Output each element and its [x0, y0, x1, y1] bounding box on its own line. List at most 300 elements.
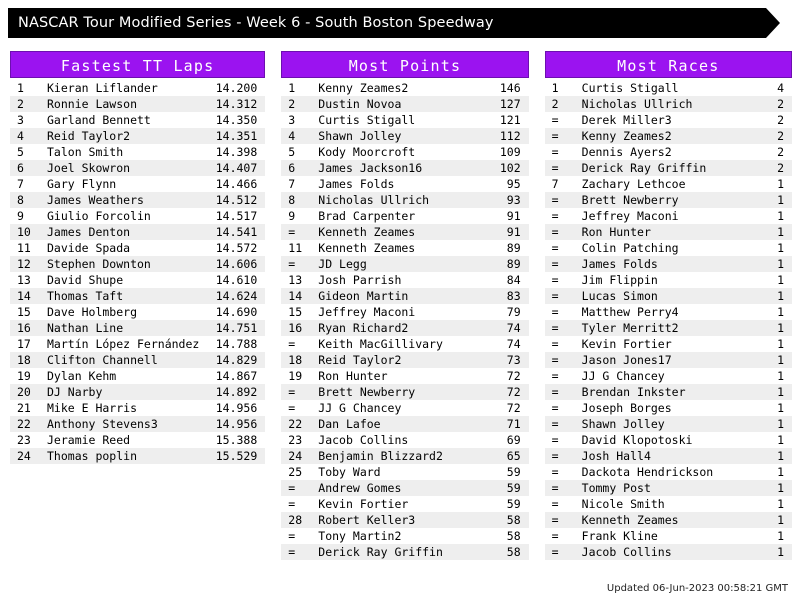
- table-row: [10, 192, 265, 208]
- row-driver-name: Garland Bennett: [41, 112, 207, 128]
- table-row: [545, 256, 792, 272]
- row-value: 14.867: [207, 368, 265, 384]
- row-driver-name: Kevin Fortier: [576, 336, 754, 352]
- row-rank: 9: [281, 208, 312, 224]
- row-driver-name: Giulio Forcolin: [41, 208, 207, 224]
- row-driver-name: Mike E Harris: [41, 400, 207, 416]
- row-driver-name: Brett Newberry: [576, 192, 754, 208]
- row-driver-name: Kody Moorcroft: [312, 144, 470, 160]
- row-value: 74: [471, 336, 529, 352]
- row-driver-name: Jeffrey Maconi: [312, 304, 470, 320]
- row-driver-name: Dustin Novoa: [312, 96, 470, 112]
- table-row: [10, 288, 265, 304]
- row-rank: =: [545, 224, 576, 240]
- updated-timestamp: Updated 06-Jun-2023 00:58:21 GMT: [606, 583, 788, 594]
- row-value: 1: [754, 496, 792, 512]
- table-row: [10, 144, 265, 160]
- row-rank: =: [281, 336, 312, 352]
- row-value: 14.512: [207, 192, 265, 208]
- row-rank: 4: [10, 128, 41, 144]
- row-driver-name: Dylan Kehm: [41, 368, 207, 384]
- table-row: [10, 176, 265, 192]
- row-value: 72: [471, 384, 529, 400]
- table-row: [545, 160, 792, 176]
- table-row: [545, 368, 792, 384]
- row-value: 1: [754, 256, 792, 272]
- row-rank: 4: [281, 128, 312, 144]
- table-row: [545, 320, 792, 336]
- row-driver-name: Shawn Jolley: [576, 416, 754, 432]
- row-rank: 15: [281, 304, 312, 320]
- row-driver-name: Dave Holmberg: [41, 304, 207, 320]
- table-row: [10, 224, 265, 240]
- row-rank: 1: [10, 80, 41, 96]
- row-driver-name: Nathan Line: [41, 320, 207, 336]
- table-row: [10, 352, 265, 368]
- row-rank: 17: [10, 336, 41, 352]
- table-row: [10, 368, 265, 384]
- row-value: 14.610: [207, 272, 265, 288]
- table-row: [281, 304, 528, 320]
- row-driver-name: Lucas Simon: [576, 288, 754, 304]
- row-rank: =: [545, 544, 576, 560]
- row-value: 14.351: [207, 128, 265, 144]
- row-driver-name: Shawn Jolley: [312, 128, 470, 144]
- row-rank: =: [545, 384, 576, 400]
- row-value: 14.200: [207, 80, 265, 96]
- row-driver-name: James Folds: [312, 176, 470, 192]
- row-value: 14.407: [207, 160, 265, 176]
- row-value: 14.788: [207, 336, 265, 352]
- row-driver-name: Robert Keller3: [312, 512, 470, 528]
- row-value: 4: [754, 80, 792, 96]
- row-driver-name: Brendan Inkster: [576, 384, 754, 400]
- row-value: 91: [471, 208, 529, 224]
- table-row: [10, 320, 265, 336]
- row-driver-name: David Klopotoski: [576, 432, 754, 448]
- page-title: NASCAR Tour Modified Series - Week 6 - South Boston Speedway: [18, 15, 494, 31]
- row-value: 14.624: [207, 288, 265, 304]
- table-row: [281, 208, 528, 224]
- row-rank: 11: [281, 240, 312, 256]
- row-driver-name: Dan Lafoe: [312, 416, 470, 432]
- row-value: 89: [471, 240, 529, 256]
- row-rank: 6: [10, 160, 41, 176]
- row-rank: 3: [10, 112, 41, 128]
- row-rank: 21: [10, 400, 41, 416]
- table-row: [545, 352, 792, 368]
- row-driver-name: Jeffrey Maconi: [576, 208, 754, 224]
- table-row: [10, 416, 265, 432]
- row-value: 14.892: [207, 384, 265, 400]
- table-row: [281, 400, 528, 416]
- row-rank: 23: [10, 432, 41, 448]
- row-rank: 7: [10, 176, 41, 192]
- column-title: Fastest TT Laps: [10, 51, 265, 78]
- row-rank: 18: [281, 352, 312, 368]
- row-rank: =: [545, 368, 576, 384]
- row-driver-name: Stephen Downton: [41, 256, 207, 272]
- row-rank: =: [545, 496, 576, 512]
- row-rank: 22: [10, 416, 41, 432]
- row-rank: 28: [281, 512, 312, 528]
- row-rank: 15: [10, 304, 41, 320]
- row-driver-name: Kieran Liflander: [41, 80, 207, 96]
- table-row: [10, 160, 265, 176]
- table-row: [545, 272, 792, 288]
- row-value: 146: [471, 80, 529, 96]
- row-driver-name: Kenneth Zeames: [576, 512, 754, 528]
- most-races-table: [545, 80, 792, 560]
- table-row: [281, 256, 528, 272]
- row-driver-name: Kenny Zeames2: [312, 80, 470, 96]
- row-value: 89: [471, 256, 529, 272]
- row-rank: 1: [545, 80, 576, 96]
- row-rank: =: [545, 128, 576, 144]
- row-value: 73: [471, 352, 529, 368]
- row-value: 14.751: [207, 320, 265, 336]
- table-row: [10, 96, 265, 112]
- row-rank: 16: [281, 320, 312, 336]
- row-value: 1: [754, 208, 792, 224]
- row-value: 2: [754, 112, 792, 128]
- row-value: 1: [754, 304, 792, 320]
- row-rank: 25: [281, 464, 312, 480]
- row-value: 1: [754, 176, 792, 192]
- row-rank: =: [545, 112, 576, 128]
- row-rank: 24: [281, 448, 312, 464]
- table-row: [10, 208, 265, 224]
- row-driver-name: Derick Ray Griffin: [312, 544, 470, 560]
- table-row: [281, 112, 528, 128]
- row-rank: 13: [281, 272, 312, 288]
- table-row: [10, 400, 265, 416]
- row-rank: =: [545, 256, 576, 272]
- row-value: 1: [754, 368, 792, 384]
- row-rank: =: [545, 320, 576, 336]
- table-row: [281, 80, 528, 96]
- table-row: [281, 320, 528, 336]
- row-value: 1: [754, 352, 792, 368]
- table-row: [281, 448, 528, 464]
- row-driver-name: Thomas Taft: [41, 288, 207, 304]
- row-value: 102: [471, 160, 529, 176]
- row-driver-name: James Jackson16: [312, 160, 470, 176]
- row-value: 59: [471, 480, 529, 496]
- row-driver-name: Josh Hall4: [576, 448, 754, 464]
- table-row: [281, 224, 528, 240]
- table-row: [281, 96, 528, 112]
- row-value: 1: [754, 384, 792, 400]
- row-rank: =: [545, 272, 576, 288]
- row-rank: 10: [10, 224, 41, 240]
- row-driver-name: Toby Ward: [312, 464, 470, 480]
- column-most-points: [281, 51, 528, 560]
- row-driver-name: Tyler Merritt2: [576, 320, 754, 336]
- row-value: 14.690: [207, 304, 265, 320]
- table-row: [281, 416, 528, 432]
- row-rank: 5: [281, 144, 312, 160]
- row-value: 112: [471, 128, 529, 144]
- row-value: 74: [471, 320, 529, 336]
- row-rank: 2: [10, 96, 41, 112]
- table-row: [281, 128, 528, 144]
- row-value: 14.466: [207, 176, 265, 192]
- row-rank: =: [545, 480, 576, 496]
- fastest-tt-laps-table: [10, 80, 265, 464]
- table-row: [281, 240, 528, 256]
- row-value: 83: [471, 288, 529, 304]
- row-driver-name: JJ G Chancey: [312, 400, 470, 416]
- table-row: [545, 496, 792, 512]
- row-value: 1: [754, 224, 792, 240]
- table-row: [545, 112, 792, 128]
- table-row: [281, 512, 528, 528]
- row-value: 14.956: [207, 416, 265, 432]
- row-driver-name: Ryan Richard2: [312, 320, 470, 336]
- row-rank: 19: [281, 368, 312, 384]
- row-rank: =: [545, 432, 576, 448]
- table-row: [281, 160, 528, 176]
- table-row: [10, 336, 265, 352]
- row-driver-name: Zachary Lethcoe: [576, 176, 754, 192]
- row-rank: 18: [10, 352, 41, 368]
- table-row: [281, 480, 528, 496]
- row-driver-name: Tommy Post: [576, 480, 754, 496]
- row-rank: 11: [10, 240, 41, 256]
- row-driver-name: Clifton Channell: [41, 352, 207, 368]
- row-value: 1: [754, 400, 792, 416]
- row-rank: =: [545, 400, 576, 416]
- row-driver-name: Curtis Stigall: [576, 80, 754, 96]
- row-rank: 2: [281, 96, 312, 112]
- row-value: 2: [754, 144, 792, 160]
- row-rank: 16: [10, 320, 41, 336]
- row-rank: =: [545, 352, 576, 368]
- table-row: [281, 272, 528, 288]
- row-rank: 24: [10, 448, 41, 464]
- row-value: 15.529: [207, 448, 265, 464]
- row-value: 2: [754, 128, 792, 144]
- row-value: 14.541: [207, 224, 265, 240]
- row-rank: =: [545, 192, 576, 208]
- row-rank: 13: [10, 272, 41, 288]
- row-value: 91: [471, 224, 529, 240]
- table-row: [281, 496, 528, 512]
- row-rank: =: [545, 144, 576, 160]
- table-row: [545, 304, 792, 320]
- table-row: [10, 384, 265, 400]
- row-value: 59: [471, 496, 529, 512]
- row-driver-name: James Denton: [41, 224, 207, 240]
- row-rank: 7: [545, 176, 576, 192]
- row-driver-name: Brett Newberry: [312, 384, 470, 400]
- row-value: 14.956: [207, 400, 265, 416]
- row-value: 109: [471, 144, 529, 160]
- row-rank: =: [281, 544, 312, 560]
- row-driver-name: Anthony Stevens3: [41, 416, 207, 432]
- row-rank: =: [281, 224, 312, 240]
- row-rank: 14: [281, 288, 312, 304]
- table-row: [281, 528, 528, 544]
- row-value: 2: [754, 160, 792, 176]
- row-driver-name: Nicholas Ullrich: [312, 192, 470, 208]
- table-row: [545, 544, 792, 560]
- table-row: [545, 240, 792, 256]
- row-value: 127: [471, 96, 529, 112]
- table-row: [545, 144, 792, 160]
- row-value: 72: [471, 368, 529, 384]
- row-value: 14.606: [207, 256, 265, 272]
- row-driver-name: Nicholas Ullrich: [576, 96, 754, 112]
- row-driver-name: Dennis Ayers2: [576, 144, 754, 160]
- row-driver-name: Martín López Fernández: [41, 336, 207, 352]
- table-row: [545, 208, 792, 224]
- table-row: [545, 224, 792, 240]
- row-driver-name: James Weathers: [41, 192, 207, 208]
- row-rank: =: [545, 512, 576, 528]
- row-value: 14.517: [207, 208, 265, 224]
- row-value: 71: [471, 416, 529, 432]
- table-row: [545, 336, 792, 352]
- row-driver-name: Ronnie Lawson: [41, 96, 207, 112]
- table-row: [545, 128, 792, 144]
- row-rank: =: [545, 240, 576, 256]
- row-rank: 6: [281, 160, 312, 176]
- table-row: [545, 480, 792, 496]
- table-row: [545, 288, 792, 304]
- row-rank: 1: [281, 80, 312, 96]
- row-rank: 12: [10, 256, 41, 272]
- row-value: 1: [754, 416, 792, 432]
- most-points-table: [281, 80, 528, 560]
- row-driver-name: Keith MacGillivary: [312, 336, 470, 352]
- row-value: 14.312: [207, 96, 265, 112]
- row-value: 58: [471, 528, 529, 544]
- row-value: 121: [471, 112, 529, 128]
- row-driver-name: Brad Carpenter: [312, 208, 470, 224]
- row-value: 59: [471, 464, 529, 480]
- row-value: 1: [754, 240, 792, 256]
- table-row: [545, 400, 792, 416]
- table-row: [281, 432, 528, 448]
- table-row: [281, 288, 528, 304]
- row-value: 1: [754, 544, 792, 560]
- row-value: 1: [754, 320, 792, 336]
- row-value: 72: [471, 400, 529, 416]
- row-value: 1: [754, 288, 792, 304]
- row-driver-name: Reid Taylor2: [312, 352, 470, 368]
- row-driver-name: Kenneth Zeames: [312, 240, 470, 256]
- row-rank: 2: [545, 96, 576, 112]
- table-row: [10, 112, 265, 128]
- row-value: 1: [754, 528, 792, 544]
- row-driver-name: Jacob Collins: [312, 432, 470, 448]
- row-rank: =: [545, 304, 576, 320]
- row-rank: =: [545, 416, 576, 432]
- table-row: [10, 432, 265, 448]
- row-rank: =: [281, 256, 312, 272]
- table-row: [10, 272, 265, 288]
- table-row: [10, 448, 265, 464]
- row-driver-name: Joel Skowron: [41, 160, 207, 176]
- row-driver-name: Jason Jones17: [576, 352, 754, 368]
- standings-columns: [8, 51, 792, 560]
- table-row: [10, 304, 265, 320]
- row-rank: 14: [10, 288, 41, 304]
- row-value: 1: [754, 336, 792, 352]
- row-driver-name: Ron Hunter: [312, 368, 470, 384]
- table-row: [545, 176, 792, 192]
- row-driver-name: Kenny Zeames2: [576, 128, 754, 144]
- row-driver-name: Tony Martin2: [312, 528, 470, 544]
- row-driver-name: Jim Flippin: [576, 272, 754, 288]
- table-row: [545, 384, 792, 400]
- table-row: [10, 240, 265, 256]
- row-driver-name: Josh Parrish: [312, 272, 470, 288]
- table-row: [545, 80, 792, 96]
- row-value: 1: [754, 480, 792, 496]
- table-row: [281, 384, 528, 400]
- column-title: Most Points: [281, 51, 528, 78]
- row-value: 1: [754, 464, 792, 480]
- row-rank: =: [545, 208, 576, 224]
- row-rank: 7: [281, 176, 312, 192]
- row-value: 58: [471, 512, 529, 528]
- row-value: 1: [754, 192, 792, 208]
- row-driver-name: Frank Kline: [576, 528, 754, 544]
- row-driver-name: Reid Taylor2: [41, 128, 207, 144]
- row-driver-name: Curtis Stigall: [312, 112, 470, 128]
- row-rank: 5: [10, 144, 41, 160]
- row-driver-name: JD Legg: [312, 256, 470, 272]
- row-value: 1: [754, 512, 792, 528]
- row-driver-name: Jeramie Reed: [41, 432, 207, 448]
- row-driver-name: JJ G Chancey: [576, 368, 754, 384]
- row-value: 14.350: [207, 112, 265, 128]
- row-rank: =: [281, 400, 312, 416]
- table-row: [281, 144, 528, 160]
- table-row: [545, 416, 792, 432]
- row-driver-name: Thomas poplin: [41, 448, 207, 464]
- row-rank: 19: [10, 368, 41, 384]
- row-rank: 20: [10, 384, 41, 400]
- table-row: [10, 80, 265, 96]
- row-rank: 23: [281, 432, 312, 448]
- column-most-races: [545, 51, 792, 560]
- row-driver-name: Nicole Smith: [576, 496, 754, 512]
- row-driver-name: Benjamin Blizzard2: [312, 448, 470, 464]
- table-row: [281, 368, 528, 384]
- row-value: 65: [471, 448, 529, 464]
- row-rank: =: [545, 464, 576, 480]
- row-driver-name: Ron Hunter: [576, 224, 754, 240]
- row-rank: 3: [281, 112, 312, 128]
- row-value: 14.829: [207, 352, 265, 368]
- row-driver-name: DJ Narby: [41, 384, 207, 400]
- row-driver-name: Kenneth Zeames: [312, 224, 470, 240]
- row-driver-name: David Shupe: [41, 272, 207, 288]
- row-value: 79: [471, 304, 529, 320]
- row-driver-name: Matthew Perry4: [576, 304, 754, 320]
- row-rank: =: [281, 384, 312, 400]
- row-driver-name: Talon Smith: [41, 144, 207, 160]
- table-row: [545, 96, 792, 112]
- table-row: [10, 128, 265, 144]
- row-value: 69: [471, 432, 529, 448]
- column-fastest-tt-laps: [10, 51, 265, 560]
- table-row: [545, 448, 792, 464]
